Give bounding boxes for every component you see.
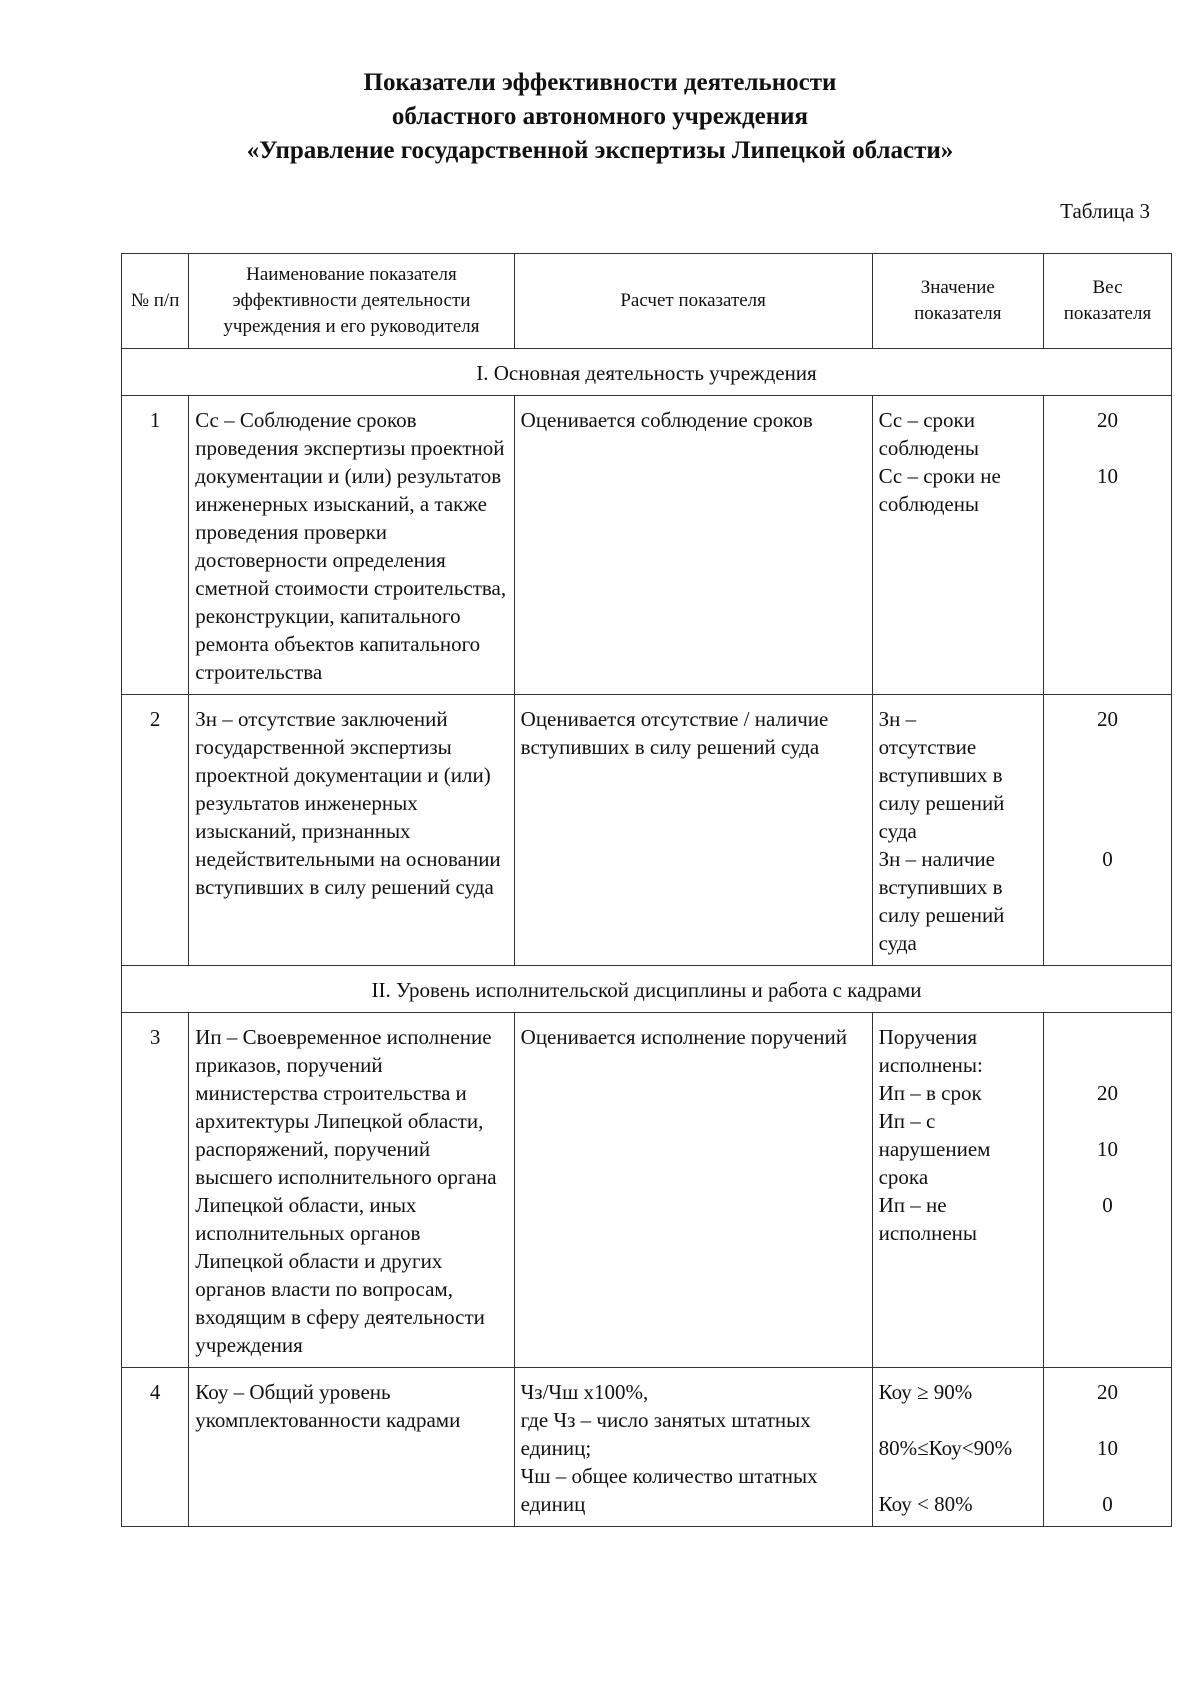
weight-line xyxy=(1050,761,1165,789)
table-label: Таблица 3 xyxy=(1060,199,1150,223)
value-line xyxy=(879,1462,1037,1490)
row-number: 4 xyxy=(122,1368,189,1527)
value-line: вступивших в xyxy=(878,875,1003,899)
weight-line: 20 xyxy=(1096,1380,1118,1404)
value-line: Сс – сроки не xyxy=(878,464,1001,488)
header-num: № п/п xyxy=(122,254,189,349)
row-number: 1 xyxy=(122,396,189,695)
indicator-calc: Оценивается отсутствие / наличие вступивших в силу решений суда xyxy=(514,695,872,966)
weight-line xyxy=(1050,789,1165,817)
value-line: силу решений xyxy=(878,791,1005,815)
value-line: силу решений xyxy=(878,903,1005,927)
row-number: 3 xyxy=(122,1013,189,1368)
header-calc: Расчет показателя xyxy=(514,254,872,349)
section-row-2 xyxy=(122,966,1172,1013)
header-value: Значение показателя xyxy=(872,254,1043,349)
indicator-name: Ип – Своевременное исполнение приказов, поручений министерства строительства и архитектуры Липецкой области, распоряжений, поручений высшего исполнительного органа Липецкой области, иных исполнительных органов Липецкой области и других органов власти по вопросам, входящим в сферу деятельности учреждения xyxy=(189,1013,514,1368)
value-line: соблюдены xyxy=(878,492,980,516)
value-line: Сс – сроки xyxy=(878,408,975,432)
section-title-1: I. Основная деятельность учреждения xyxy=(122,349,1172,396)
indicator-value xyxy=(872,695,1043,966)
table-row xyxy=(122,1013,1172,1368)
indicator-calc xyxy=(514,1368,872,1527)
indicator-name: Коу – Общий уровень укомплектованности кадрами xyxy=(189,1368,514,1527)
indicator-weight xyxy=(1043,396,1171,695)
weight-line xyxy=(1050,1051,1165,1079)
weight-line xyxy=(1050,1107,1165,1135)
table-row xyxy=(122,695,1172,966)
value-line: суда xyxy=(878,931,917,955)
weight-line: 10 xyxy=(1096,1436,1118,1460)
indicator-value xyxy=(872,1368,1043,1527)
indicator-name: Сс – Соблюдение сроков проведения экспертизы проектной документации и (или) результатов инженерных изысканий, а также проведения проверки достоверности определения сметной стоимости строительства, реконструкции, капитального ремонта объектов капитального строительства xyxy=(189,396,514,695)
weight-line xyxy=(1050,1462,1165,1490)
value-line: исполнены: xyxy=(878,1053,983,1077)
section-row-1 xyxy=(122,349,1172,396)
value-line: отсутствие xyxy=(878,735,977,759)
calc-line: Чш – общее количество штатных единиц xyxy=(520,1464,818,1516)
weight-line xyxy=(1050,1023,1165,1051)
indicator-weight xyxy=(1043,695,1171,966)
indicator-calc: Оценивается исполнение поручений xyxy=(514,1013,872,1368)
weight-line xyxy=(1050,733,1165,761)
weight-line xyxy=(1050,490,1165,518)
header-name: Наименование показателя эффективности деятельности учреждения и его руководителя xyxy=(189,254,514,349)
section-title-2: II. Уровень исполнительской дисциплины и работа с кадрами xyxy=(122,966,1172,1013)
indicator-name: Зн – отсутствие заключений государственной экспертизы проектной документации и (или) результатов инженерных изысканий, признанных недействительными на основании вступивших в силу решений суда xyxy=(189,695,514,966)
value-line: Ип – в срок xyxy=(878,1081,982,1105)
value-line: Ип – с xyxy=(878,1109,936,1133)
weight-line: 20 xyxy=(1096,1081,1118,1105)
weight-line xyxy=(1050,1406,1165,1434)
weight-line xyxy=(1050,817,1165,845)
row-number: 2 xyxy=(122,695,189,966)
value-line: Ип – не xyxy=(878,1193,947,1217)
weight-line: 0 xyxy=(1102,1193,1113,1217)
calc-line: Чз/Чш х100%, xyxy=(520,1380,649,1404)
header-weight: Вес показателя xyxy=(1043,254,1171,349)
weight-line xyxy=(1050,434,1165,462)
value-line: соблюдены xyxy=(878,436,980,460)
value-line: вступивших в xyxy=(878,763,1003,787)
weight-line: 10 xyxy=(1096,1137,1118,1161)
indicators-table xyxy=(121,253,1172,1527)
indicator-weight xyxy=(1043,1013,1171,1368)
table-row xyxy=(122,1368,1172,1527)
weight-line: 0 xyxy=(1102,847,1113,871)
indicator-value xyxy=(872,396,1043,695)
value-line: исполнены xyxy=(878,1221,978,1245)
indicator-weight xyxy=(1043,1368,1171,1527)
value-line: 80%≤Коу<90% xyxy=(878,1436,1013,1460)
title-line-1: Показатели эффективности деятельности xyxy=(363,69,837,96)
weight-line: 10 xyxy=(1096,464,1118,488)
table-row xyxy=(122,396,1172,695)
weight-line: 0 xyxy=(1102,1492,1113,1516)
value-line xyxy=(879,1406,1037,1434)
indicator-value xyxy=(872,1013,1043,1368)
value-line: Зн – xyxy=(878,707,917,731)
weight-line: 20 xyxy=(1096,707,1118,731)
title-line-2: областного автономного учреждения xyxy=(391,103,809,130)
table-header-row xyxy=(122,254,1172,349)
indicator-calc: Оценивается соблюдение сроков xyxy=(514,396,872,695)
title-line-3: «Управление государственной экспертизы Липецкой области» xyxy=(246,137,954,164)
weight-line xyxy=(1050,1163,1165,1191)
value-line: Поручения xyxy=(878,1025,978,1049)
value-line: Зн – наличие xyxy=(878,847,995,871)
value-line: суда xyxy=(878,819,917,843)
document-title xyxy=(0,66,1200,168)
calc-line: где Чз – число занятых штатных единиц; xyxy=(520,1408,811,1460)
value-line: Коу < 80% xyxy=(878,1492,973,1516)
value-line: срока xyxy=(878,1165,929,1189)
value-line: нарушением xyxy=(878,1137,991,1161)
weight-line: 20 xyxy=(1096,408,1118,432)
value-line: Коу ≥ 90% xyxy=(878,1380,973,1404)
